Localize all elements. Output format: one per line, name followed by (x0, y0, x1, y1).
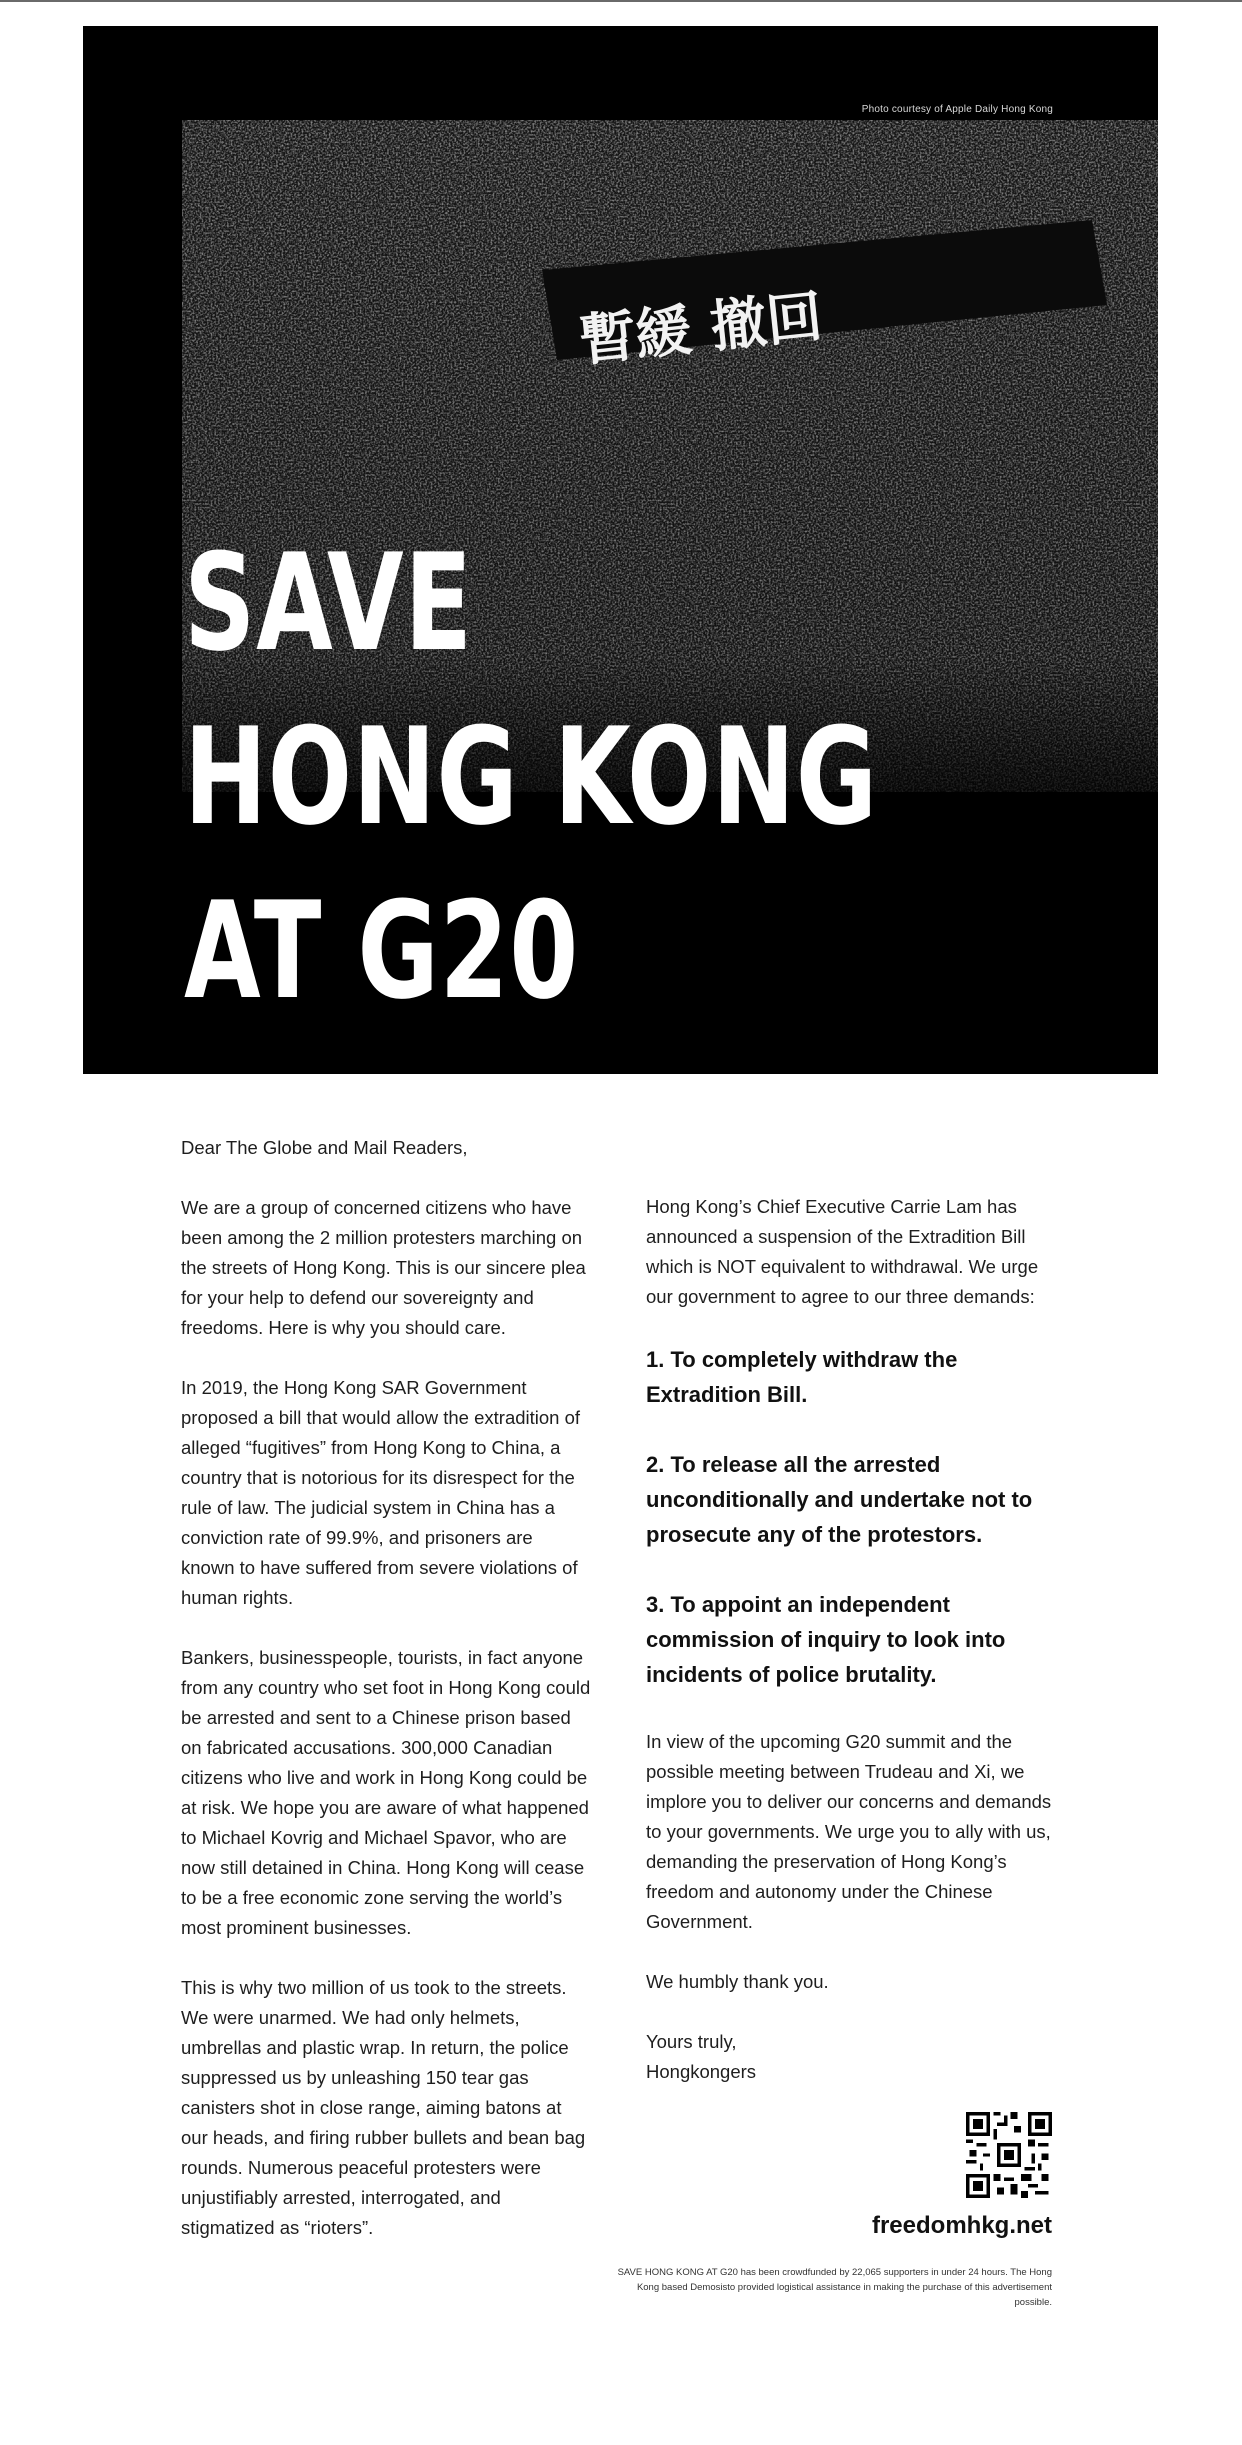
letter-paragraph: We are a group of concerned citizens who have been among the 2 million protesters marching on the streets of Hong Kong. This is our sincere plea for your help to defend our sovereignty and freedoms. Here is why you should care. (181, 1197, 586, 1338)
headline-line-3: AT G20 (184, 873, 580, 1029)
intro-paragraph: Hong Kong’s Chief Executive Carrie Lam has announced a suspension of the Extradition Bill which is NOT equivalent to withdrawal. We urge our government to agree to our three demands: (646, 1196, 1039, 1307)
headline (184, 516, 878, 1038)
crowdfunding-note: SAVE HONG KONG AT G20 has been crowdfunded by 22,065 supporters in under 24 hours. The Hong Kong based Demosisto provided logistical assistance in making the purchase of this advertisement possible. (617, 2267, 1052, 2308)
protest-banner-text: 暫緩 撤回 (576, 284, 826, 375)
letter-paragraph: In 2019, the Hong Kong SAR Government proposed a bill that would allow the extradition of alleged “fugitives” from Hong Kong to China, a country that is notorious for its disrespect for the rule of law. The judicial system in China has a conviction rate of 99.9%, and prisoners are known to have suffered from severe violations of human rights. (181, 1377, 581, 1608)
demand-1: 1. To completely withdraw the Extradition Bill. (646, 1347, 958, 1407)
photo-credit: Photo courtesy of Apple Daily Hong Kong (861, 104, 1053, 115)
demand-3: 3. To appoint an independent commission of inquiry to look into incidents of police brutality. (646, 1592, 1006, 1687)
greeting: Dear The Globe and Mail Readers, (181, 1137, 468, 1158)
letter-right-column (646, 1192, 1066, 2087)
demand-2: 2. To release all the arrested unconditionally and undertake not to prosecute any of the protestors. (646, 1452, 1033, 1547)
headline-line-1: SAVE (184, 525, 473, 681)
website-link[interactable]: freedomhkg.net (871, 2212, 1052, 2239)
headline-line-2: HONG KONG (184, 699, 878, 855)
qr-code-icon[interactable] (966, 2112, 1052, 2198)
hero-banner (83, 26, 1158, 1074)
letter-paragraph: Bankers, businesspeople, tourists, in fact anyone from any country who set foot in Hong Kong could be arrested and sent to a Chinese prison based on fabricated accusations. 300,000 Canadian citizens who live and work in Hong Kong could be at risk. We hope you are aware of what happened to Michael Kovrig and Michael Spavor, who are now still detained in China. Hong Kong will cease to be a free economic zone serving the world’s most prominent businesses. (181, 1647, 591, 1938)
thanks-line: We humbly thank you. (646, 1971, 829, 1992)
appeal-paragraph: In view of the upcoming G20 summit and the possible meeting between Trudeau and Xi, we implore you to deliver our concerns and demands to your governments. We urge you to ally with us, demanding the preservation of Hong Kong’s freedom and autonomy under the Chinese Government. (646, 1731, 1052, 1932)
letter-left-column (181, 1133, 591, 2273)
signature: Hongkongers (646, 2061, 757, 2082)
signoff (646, 2027, 1066, 2087)
closing-line: Yours truly, (646, 2031, 737, 2052)
top-rule (0, 0, 1242, 2)
letter-paragraph: This is why two million of us took to the streets. We were unarmed. We had only helmets, umbrellas and plastic wrap. In return, the police suppressed us by unleashing 150 tear gas canisters shot in close range, aiming batons at our heads, and firing rubber bullets and bean bag rounds. Numerous peaceful protesters were unjustifiably arrested, interrogated, and stigmatized as “rioters”. (181, 1977, 586, 2238)
